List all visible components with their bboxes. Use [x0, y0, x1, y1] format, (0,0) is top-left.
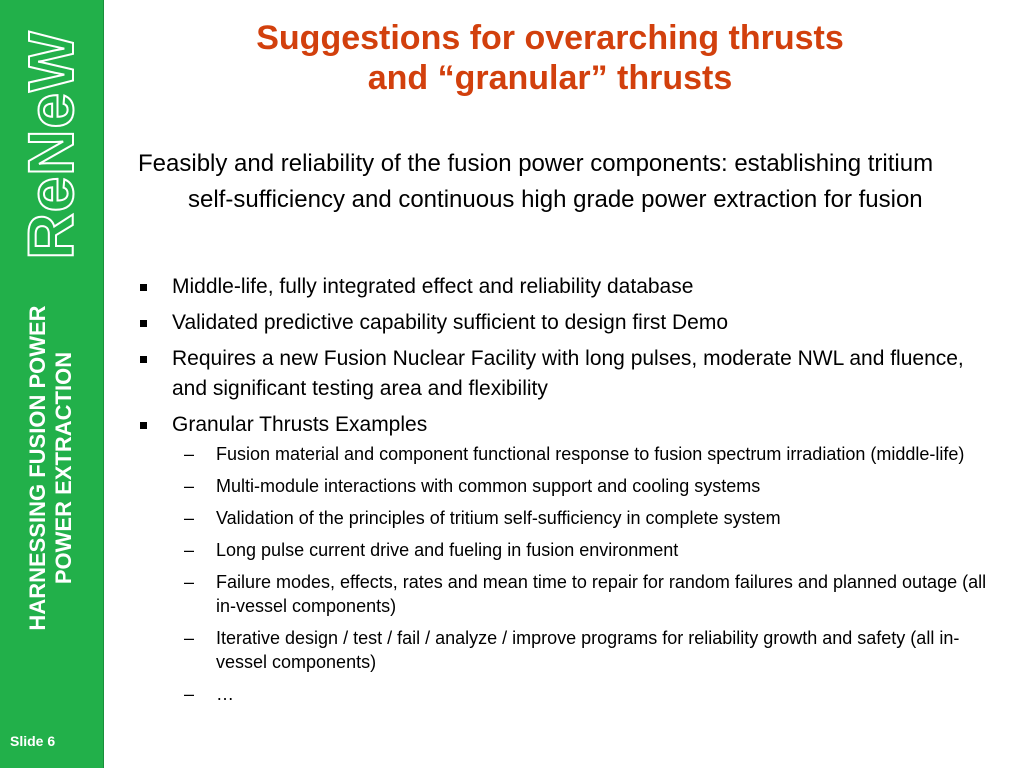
bullet-text: Requires a new Fusion Nuclear Facility with long pulses, moderate NWL and fluence, and significant testing area and flexibility	[172, 347, 964, 400]
square-bullet-icon	[140, 356, 147, 363]
sidebar-tagline	[25, 305, 77, 630]
dash-bullet-icon: –	[184, 476, 195, 496]
bullet-text: Validated predictive capability sufficient to design first Demo	[172, 311, 729, 334]
square-bullet-icon	[140, 422, 147, 429]
dash-bullet-icon: –	[184, 684, 195, 704]
slide-title	[150, 18, 950, 98]
bullet-item	[138, 410, 988, 706]
sub-bullet-text: Long pulse current drive and fueling in fusion environment	[216, 540, 679, 560]
tagline-line-2: POWER EXTRACTION	[51, 351, 76, 585]
bullet-item	[138, 344, 988, 404]
sub-bullet-text: Fusion material and component functional response to fusion spectrum irradiation (middle-life)	[216, 444, 965, 464]
sub-bullet-item	[172, 442, 988, 466]
square-bullet-icon	[140, 284, 147, 291]
bullet-text: Granular Thrusts Examples	[172, 413, 428, 436]
dash-bullet-icon: –	[184, 572, 195, 592]
bullet-text: Middle-life, fully integrated effect and reliability database	[172, 275, 694, 298]
dash-bullet-icon: –	[184, 444, 195, 464]
sub-bullet-item	[172, 506, 988, 530]
sub-bullet-text: Failure modes, effects, rates and mean time to repair for random failures and planned outage (all in-vessel components)	[216, 572, 987, 616]
renew-logo: ReNeW	[15, 30, 87, 260]
sub-bullet-item	[172, 570, 988, 618]
slide-number: Slide 6	[10, 733, 56, 749]
title-line-2: and “granular” thrusts	[367, 59, 733, 97]
sub-bullet-item	[172, 626, 988, 674]
dash-bullet-icon: –	[184, 508, 195, 528]
sub-bullet-list	[172, 442, 988, 706]
sidebar	[0, 0, 104, 768]
sub-bullet-item	[172, 538, 988, 562]
square-bullet-icon	[140, 320, 147, 327]
dash-bullet-icon: –	[184, 628, 195, 648]
sub-bullet-item	[172, 682, 988, 706]
bullet-list	[138, 272, 988, 714]
sub-bullet-text: Iterative design / test / fail / analyze / improve programs for reliability growth and safety (all in-vessel components)	[216, 628, 960, 672]
sub-bullet-text: Multi-module interactions with common support and cooling systems	[216, 476, 761, 496]
tagline-line-1: HARNESSING FUSION POWER	[25, 305, 50, 631]
sub-bullet-text: Validation of the principles of tritium self-sufficiency in complete system	[216, 508, 781, 528]
title-line-1: Suggestions for overarching thrusts	[256, 19, 844, 57]
dash-bullet-icon: –	[184, 540, 195, 560]
sub-bullet-item	[172, 474, 988, 498]
bullet-item	[138, 272, 988, 302]
sub-bullet-text: …	[216, 684, 234, 704]
bullet-item	[138, 308, 988, 338]
lead-paragraph: Feasibly and reliability of the fusion power components: establishing tritium self-sufficiency and continuous high grade power extraction for fusion	[138, 150, 934, 213]
